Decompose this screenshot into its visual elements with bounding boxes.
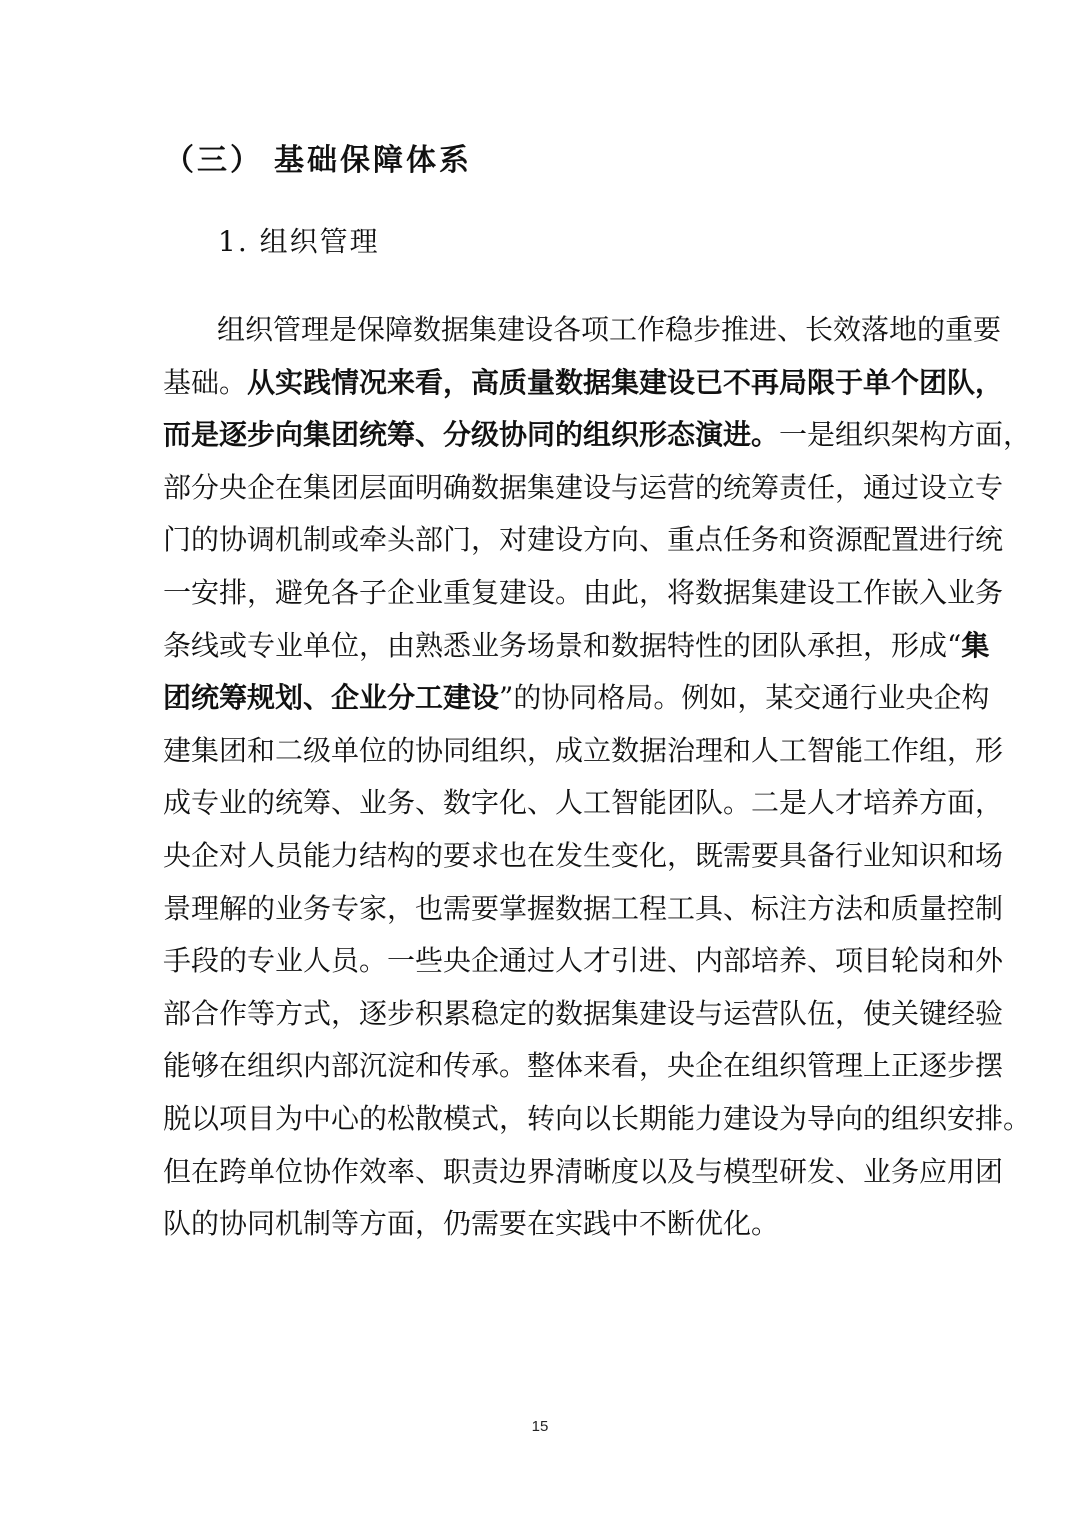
paragraph-line — [163, 988, 1004, 1041]
body-text: 景理解的业务专家，也需要掌握数据工程工具、标注方法和质量控制 — [163, 891, 1004, 925]
bold-text: 而是逐步向集团统筹、分级协同的组织形态演进。 — [163, 418, 780, 452]
page-number: 15 — [531, 1418, 549, 1435]
body-text: 成专业的统筹、业务、数字化、人工智能团队。二是人才培养方面， — [163, 786, 1004, 820]
paragraph-line — [163, 830, 1004, 883]
body-text: 脱以项目为中心的松散模式，转向以长期能力建设为导向的组织安排。 — [163, 1101, 1032, 1135]
body-text: 基础。 — [163, 365, 248, 399]
paragraph-line — [163, 672, 990, 725]
paragraph-line — [163, 304, 1002, 357]
section-number: （三） — [164, 143, 263, 178]
paragraph-line — [163, 1040, 1004, 1093]
bold-text: 从实践情况来看，高质量数据集建设已不再局限于单个团队， — [247, 365, 1004, 399]
section-title: 基础保障体系 — [274, 143, 472, 178]
body-text: 一安排，避免各子企业重复建设。由此，将数据集建设工作嵌入业务 — [163, 575, 1004, 609]
paragraph-line — [163, 462, 1004, 515]
paragraph-line — [163, 1093, 1032, 1146]
paragraph-line — [163, 620, 990, 673]
body-text: 部合作等方式，逐步积累稳定的数据集建设与运营队伍，使关键经验 — [163, 996, 1004, 1030]
body-text: 手段的专业人员。一些央企通过人才引进、内部培养、项目轮岗和外 — [163, 944, 1004, 978]
body-text: 队的协同机制等方面，仍需要在实践中不断优化。 — [163, 1207, 780, 1241]
body-paragraph — [163, 304, 1032, 1251]
subsection-heading: 1. 组织管理 — [218, 225, 380, 258]
section-heading — [164, 140, 472, 182]
paragraph-line — [163, 1146, 1004, 1199]
body-text: 组织管理是保障数据集建设各项工作稳步推进、长效落地的重要 — [217, 313, 1002, 346]
paragraph-line — [163, 777, 1004, 830]
bold-text: 集 — [961, 628, 990, 662]
body-text: 但在跨单位协作效率、职责边界清晰度以及与模型研发、业务应用团 — [163, 1154, 1004, 1188]
body-text: 门的协调机制或牵头部门，对建设方向、重点任务和资源配置进行统 — [163, 523, 1004, 557]
body-text: 央企对人员能力结构的要求也在发生变化，既需要具备行业知识和场 — [163, 838, 1004, 872]
bold-text: 团统筹规划、企业分工建设 — [163, 681, 500, 715]
paragraph-line — [163, 567, 1004, 620]
paragraph-line — [163, 409, 1032, 462]
body-text: 部分央企在集团层面明确数据集建设与运营的统筹责任，通过设立专 — [163, 470, 1004, 504]
paragraph-line — [163, 514, 1004, 567]
body-text: 能够在组织内部沉淀和传承。整体来看，央企在组织管理上正逐步摆 — [163, 1049, 1004, 1083]
paragraph-line — [163, 357, 1004, 410]
paragraph-line — [163, 883, 1004, 936]
paragraph-line — [163, 725, 1004, 778]
body-text: 条线或专业单位，由熟悉业务场景和数据特性的团队承担，形成“ — [163, 628, 962, 662]
body-text: 一是组织架构方面， — [779, 418, 1032, 452]
paragraph-line — [163, 1198, 923, 1251]
body-text: 建集团和二级单位的协同组织，成立数据治理和人工智能工作组，形 — [163, 733, 1004, 767]
paragraph-line — [163, 935, 1004, 988]
body-text: ”的协同格局。例如，某交通行业央企构 — [499, 681, 990, 715]
